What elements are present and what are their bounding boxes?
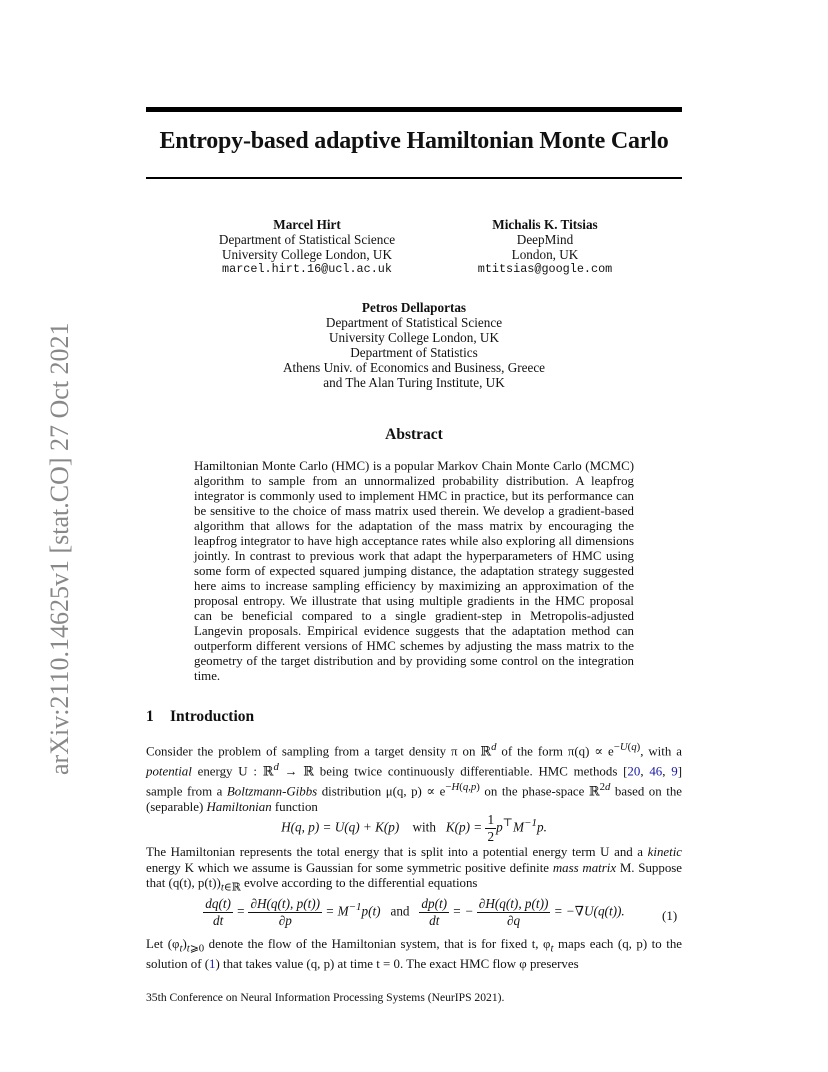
arxiv-identifier: arXiv:2110.14625v1 [stat.CO] 27 Oct 2021: [45, 322, 74, 775]
abstract-text: Hamiltonian Monte Carlo (HMC) is a popular Markov Chain Monte Carlo (MCMC) algorithm to sample from an unnormalized probability distribution. A leapfrog integrator is commonly used to implement HMC in practice, but its performance can be sensitive to the choice of mass matrix used therein. We develop a gradient-based algorithm that allows for the adaptation of the mass matrix by encouraging the leapfrog integrator to have high acceptance rates while also exploring all dimensions jointly. In contrast to previous work that adapt the hyperparameters of HMC using some form of expected squared jumping distance, the adaptation strategy suggested here aims to increase sampling efficiency by maximizing an approximation of the proposal entropy. We illustrate that using multiple gradients in the HMC proposal can be beneficial compared to a single gradient-step in Metropolis-adjusted Langevin proposals. Empirical evidence suggests that the adaptation method can outperform different versions of HMC schemes by adjusting the mass matrix to the geometry of the target distribution and by providing some control on the integration time.: [194, 459, 634, 683]
equation-ref-link[interactable]: 1: [209, 957, 216, 972]
author-name: Petros Dellaportas: [361, 300, 467, 315]
author-affiliation: Department of Statistical Science: [325, 315, 503, 330]
author-affiliation: Athens Univ. of Economics and Business, Greece: [282, 360, 546, 375]
title-rule-top: [146, 107, 682, 112]
author-block-2: [430, 217, 660, 277]
author-email[interactable]: mtitsias@google.com: [477, 262, 613, 276]
intro-paragraph-2: The Hamiltonian represents the total energy that is split into a potential energy term U and a kinetic energy K which we assume is Gaussian for some symmetric positive definite mass matrix M. Suppose that (q(t), $p(t))_{t\in ℝ}$ evolve according to the differential equations: [146, 845, 682, 894]
equation-number: (1): [662, 908, 678, 923]
conference-footer: 35th Conference on Neural Information Processing Systems (NeurIPS 2021).: [146, 991, 505, 1004]
author-email[interactable]: marcel.hirt.16@ucl.ac.uk: [222, 262, 392, 276]
author-name: Michalis K. Titsias: [492, 217, 598, 232]
author-affiliation: London, UK: [511, 247, 579, 262]
equation-dynamics: $\frac{dq(t)}{dt}$ = $\frac{\partial H(q(t), p(t))}{\partial p}$ = $M^{-1}p(t)$ and $\frac{dp(t)}{dt}$ = − $\frac{\partial H(q(t), p(t))}{\partial q}$ = −∇U(q(t)).: [205, 896, 625, 928]
paper-title: Entropy-based adaptive Hamiltonian Monte Carlo: [159, 128, 669, 154]
author-affiliation: University College London, UK: [222, 247, 392, 262]
author-affiliation: Department of Statistical Science: [218, 232, 396, 247]
author-affiliation: University College London, UK: [329, 330, 499, 345]
citation-link[interactable]: 9: [671, 764, 678, 779]
author-block-1: [192, 217, 422, 277]
section-heading: [146, 708, 254, 726]
author-name: Marcel Hirt: [273, 217, 341, 232]
author-affiliation: Department of Statistics: [350, 345, 478, 360]
intro-paragraph-3: Let $(\varphi_t)_{t⩾0}$ denote the flow of the Hamiltonian system, that is for fixed t, $\varphi_t$ maps each (q, p) to the solution of (1) that takes value (q, p) at time t = 0. The exact HMC flow φ preserves: [146, 937, 682, 972]
section-number: 1: [146, 708, 154, 725]
intro-paragraph-1: Consider the problem of sampling from a target density π on ℝ$^d$ of the form $\pi(q) \propto e^{-U(q)}$, with a potential energy U : ℝ$^d$ → ℝ being twice continuously differentiable. HMC methods [20, 46, 9] sample from a Boltzmann-Gibbs distribution μ(q, $p) \propto e^{-H(q,p)}$ on the phase-space ℝ$^{2d}$ based on the (separable) Hamiltonian function: [146, 741, 682, 814]
equation-hamiltonian: H(q, p) = U(q) + K(p) with K(p) = $\frac{1}{2}$ $p^⊤M^{-1}p$.: [281, 812, 547, 844]
section-title: Introduction: [170, 708, 255, 725]
citation-link[interactable]: 46: [649, 764, 663, 779]
author-affiliation: DeepMind: [516, 232, 574, 247]
title-rule-bottom: [146, 177, 682, 179]
citation-link[interactable]: 20: [627, 764, 641, 779]
author-block-3: [230, 300, 598, 390]
author-affiliation: and The Alan Turing Institute, UK: [323, 375, 505, 390]
abstract-heading: Abstract: [385, 426, 443, 443]
